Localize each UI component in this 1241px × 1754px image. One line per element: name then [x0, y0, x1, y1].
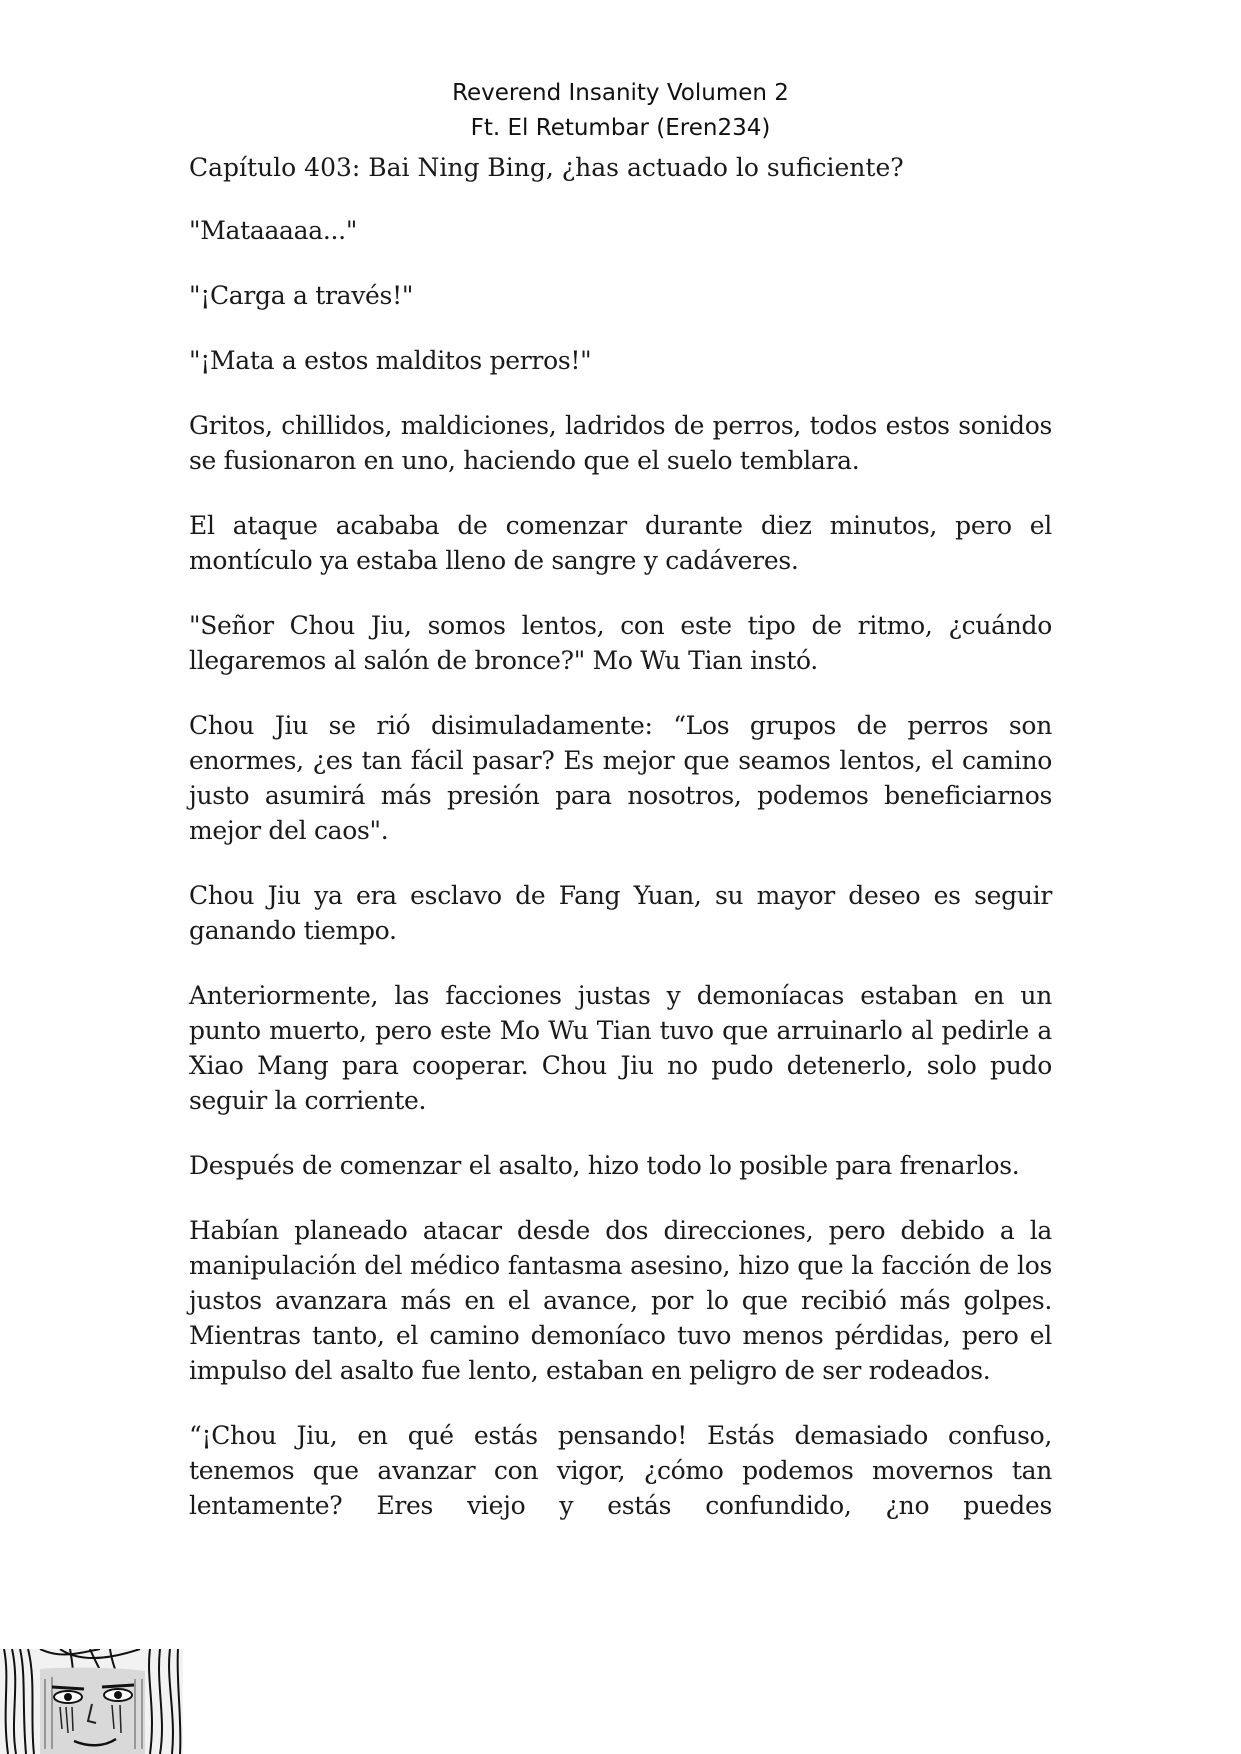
- paragraph: "¡Carga a través!": [189, 281, 414, 310]
- avatar: [0, 1649, 183, 1754]
- paragraph: Chou Jiu se rió disimuladamente: “Los grupos de perros son enormes, ¿es tan fácil pasar? Es mejor que seamos lentos, el camino justo asumirá más presión para nosotros, podemos beneficiarnos mejor del caos".: [189, 711, 1052, 845]
- header-book-title: Reverend Insanity Volumen 2: [452, 80, 789, 106]
- paragraph: "¡Mata a estos malditos perros!": [189, 346, 592, 375]
- header-credit: Ft. El Retumbar (Eren234): [470, 115, 771, 141]
- paragraph: Habían planeado atacar desde dos direcciones, pero debido a la manipulación del médico fantasma asesino, hizo que la facción de los justos avanzara más en el avance, por lo que recibió más golpes. Mientras tanto, el camino demoníaco tuvo menos pérdidas, pero el impulso del asalto fue lento, estaban en peligro de ser rodeados.: [189, 1216, 1052, 1385]
- paragraph: Después de comenzar el asalto, hizo todo lo posible para frenarlos.: [189, 1151, 1020, 1180]
- paragraph: "Señor Chou Jiu, somos lentos, con este tipo de ritmo, ¿cuándo llegaremos al salón de bronce?" Mo Wu Tian instó.: [189, 611, 1052, 675]
- chapter-title: Capítulo 403: Bai Ning Bing, ¿has actuado lo suficiente?: [189, 153, 904, 182]
- paragraph: Anteriormente, las facciones justas y demoníacas estaban en un punto muerto, pero este Mo Wu Tian tuvo que arruinarlo al pedirle a Xiao Mang para cooperar. Chou Jiu no pudo detenerlo, solo pudo seguir la corriente.: [189, 981, 1052, 1115]
- manga-face-illustration: [0, 1649, 183, 1754]
- page-header: [0, 76, 1241, 146]
- paragraph: Gritos, chillidos, maldiciones, ladridos de perros, todos estos sonidos se fusionaron en uno, haciendo que el suelo temblara.: [189, 411, 1052, 475]
- paragraph: “¡Chou Jiu, en qué estás pensando! Estás demasiado confuso, tenemos que avanzar con vigor, ¿cómo podemos movernos tan lentamente? Eres viejo y estás confundido, ¿no puedes: [189, 1421, 1052, 1520]
- paragraph: Chou Jiu ya era esclavo de Fang Yuan, su mayor deseo es seguir ganando tiempo.: [189, 881, 1052, 945]
- document-body: [189, 150, 1052, 1523]
- paragraph: El ataque acababa de comenzar durante diez minutos, pero el montículo ya estaba lleno de sangre y cadáveres.: [189, 511, 1052, 575]
- paragraph: "Mataaaaa...": [189, 216, 358, 245]
